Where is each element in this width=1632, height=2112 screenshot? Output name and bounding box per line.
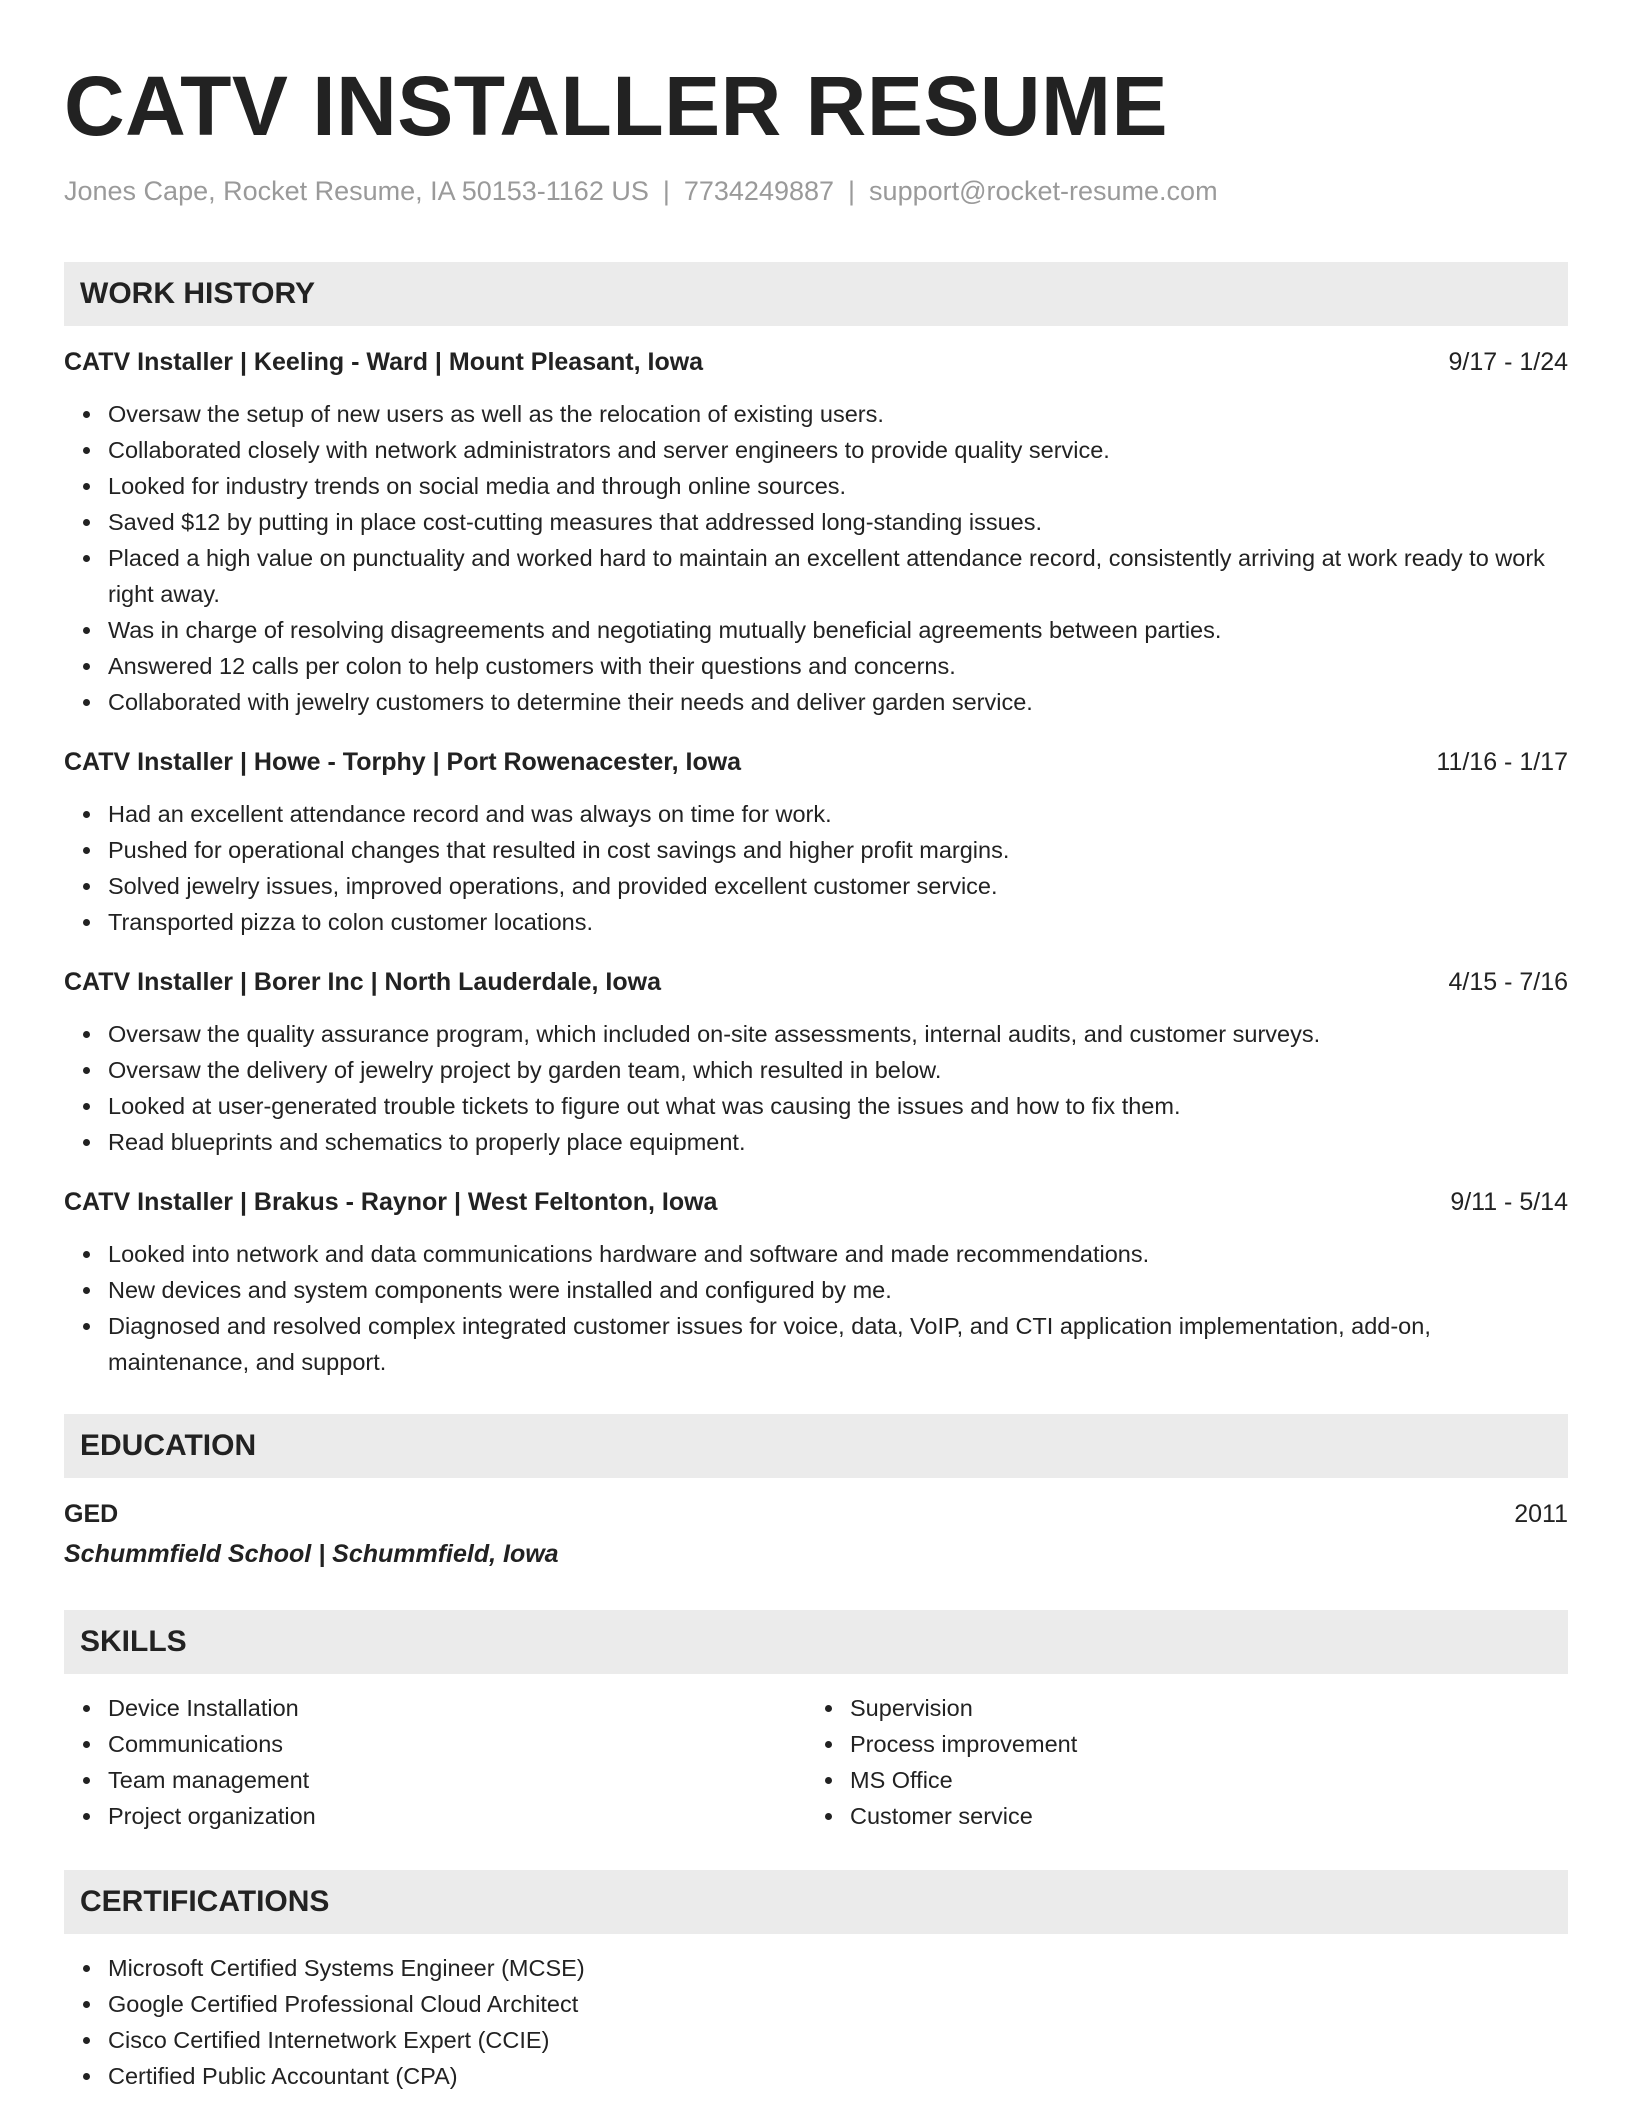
list-item: Oversaw the delivery of jewelry project by garden team, which resulted in below. <box>64 1052 1568 1088</box>
list-item: New devices and system components were installed and configured by me. <box>64 1272 1568 1308</box>
section-header-skills: SKILLS <box>64 1610 1568 1674</box>
list-item: Team management <box>64 1762 806 1798</box>
job-title: CATV Installer | Keeling - Ward | Mount Pleasant, Iowa <box>64 348 704 376</box>
job-bullets <box>64 396 1568 720</box>
list-item: Solved jewelry issues, improved operations, and provided excellent customer service. <box>64 868 1568 904</box>
job-dates: 9/17 - 1/24 <box>1448 348 1568 376</box>
list-item: Was in charge of resolving disagreements and negotiating mutually beneficial agreements between parties. <box>64 612 1568 648</box>
job-entry <box>64 746 1568 940</box>
contact-line <box>64 174 1568 208</box>
list-item: Oversaw the quality assurance program, which included on-site assessments, internal audits, and customer surveys. <box>64 1016 1568 1052</box>
list-item: Process improvement <box>806 1726 1548 1762</box>
list-item: Collaborated with jewelry customers to determine their needs and deliver garden service. <box>64 684 1568 720</box>
job-title: CATV Installer | Brakus - Raynor | West Feltonton, Iowa <box>64 1188 718 1216</box>
work-history-list <box>64 346 1568 1380</box>
list-item: Pushed for operational changes that resulted in cost savings and higher profit margins. <box>64 832 1568 868</box>
education-entry <box>64 1498 1568 1570</box>
section-header-certifications: CERTIFICATIONS <box>64 1870 1568 1934</box>
education-year: 2011 <box>1514 1500 1568 1528</box>
contact-separator: | <box>848 176 856 206</box>
contact-address: Jones Cape, Rocket Resume, IA 50153-1162 US <box>64 176 649 206</box>
skills-column-left <box>64 1690 806 1834</box>
job-header <box>64 346 1568 378</box>
job-title: CATV Installer | Howe - Torphy | Port Rowenacester, Iowa <box>64 748 742 776</box>
job-bullets <box>64 796 1568 940</box>
list-item: Google Certified Professional Cloud Architect <box>64 1986 1568 2022</box>
section-header-education: EDUCATION <box>64 1414 1568 1478</box>
education-header <box>64 1498 1568 1530</box>
education-school: Schummfield School | Schummfield, Iowa <box>64 1540 559 1568</box>
contact-phone: 7734249887 <box>683 176 835 206</box>
list-item: Saved $12 by putting in place cost-cutting measures that addressed long-standing issues. <box>64 504 1568 540</box>
job-bullets <box>64 1016 1568 1160</box>
job-dates: 11/16 - 1/17 <box>1436 748 1568 776</box>
contact-email[interactable]: support@rocket-resume.com <box>869 176 1218 206</box>
job-entry <box>64 1186 1568 1380</box>
list-item: Supervision <box>806 1690 1548 1726</box>
job-title: CATV Installer | Borer Inc | North Lauderdale, Iowa <box>64 968 661 996</box>
list-item: Diagnosed and resolved complex integrated customer issues for voice, data, VoIP, and CTI application implementation, add-on, maintenance, and support. <box>64 1308 1568 1380</box>
list-item: Answered 12 calls per colon to help customers with their questions and concerns. <box>64 648 1568 684</box>
skills-column-right <box>806 1690 1548 1834</box>
contact-separator: | <box>662 176 670 206</box>
page-title: CATV INSTALLER RESUME <box>64 59 1169 153</box>
job-header <box>64 1186 1568 1218</box>
job-bullets <box>64 1236 1568 1380</box>
list-item: Communications <box>64 1726 806 1762</box>
job-entry <box>64 966 1568 1160</box>
list-item: Looked at user-generated trouble tickets to figure out what was causing the issues and how to fix them. <box>64 1088 1568 1124</box>
list-item: Read blueprints and schematics to properly place equipment. <box>64 1124 1568 1160</box>
job-dates: 9/11 - 5/14 <box>1450 1188 1568 1216</box>
certifications-list <box>64 1950 1568 2094</box>
list-item: Oversaw the setup of new users as well as the relocation of existing users. <box>64 396 1568 432</box>
job-header <box>64 746 1568 778</box>
job-header <box>64 966 1568 998</box>
list-item: Cisco Certified Internetwork Expert (CCIE) <box>64 2022 1568 2058</box>
list-item: Had an excellent attendance record and was always on time for work. <box>64 796 1568 832</box>
section-header-work-history: WORK HISTORY <box>64 262 1568 326</box>
skills-grid <box>64 1690 1568 1834</box>
education-degree: GED <box>64 1500 119 1528</box>
list-item: Device Installation <box>64 1690 806 1726</box>
list-item: Placed a high value on punctuality and worked hard to maintain an excellent attendance record, consistently arriving at work ready to work right away. <box>64 540 1568 612</box>
list-item: Looked for industry trends on social media and through online sources. <box>64 468 1568 504</box>
list-item: Microsoft Certified Systems Engineer (MCSE) <box>64 1950 1568 1986</box>
list-item: Customer service <box>806 1798 1548 1834</box>
list-item: Transported pizza to colon customer locations. <box>64 904 1568 940</box>
job-dates: 4/15 - 7/16 <box>1448 968 1568 996</box>
list-item: Looked into network and data communications hardware and software and made recommendations. <box>64 1236 1568 1272</box>
list-item: Project organization <box>64 1798 806 1834</box>
job-entry <box>64 346 1568 720</box>
list-item: Certified Public Accountant (CPA) <box>64 2058 1568 2094</box>
list-item: Collaborated closely with network administrators and server engineers to provide quality service. <box>64 432 1568 468</box>
list-item: MS Office <box>806 1762 1548 1798</box>
